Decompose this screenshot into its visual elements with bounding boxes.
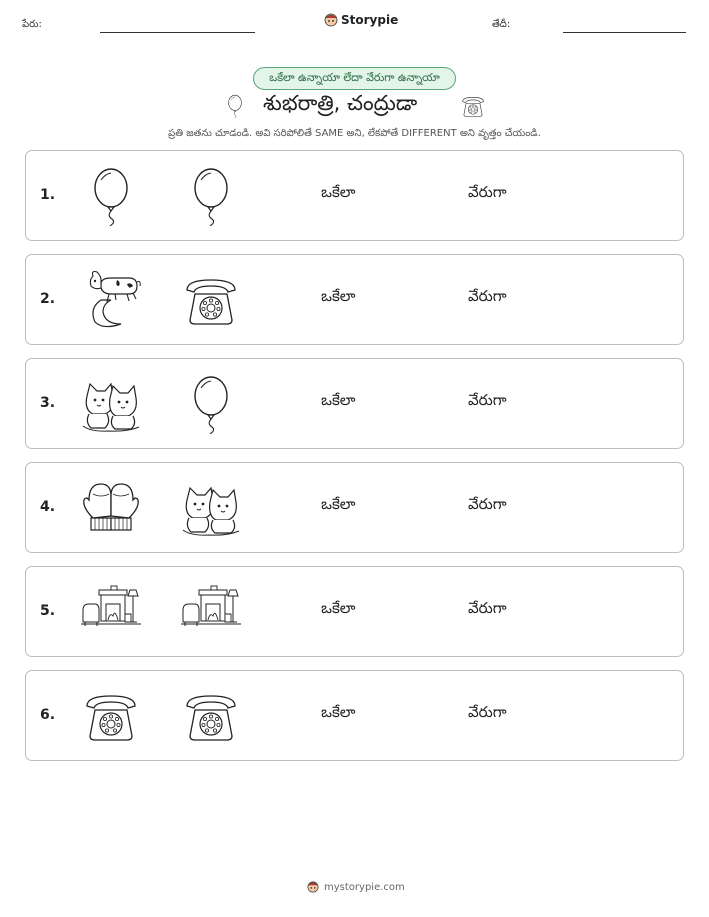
same-option[interactable]: ఒకేలా [321, 703, 356, 721]
same-option[interactable]: ఒకేలా [321, 495, 356, 513]
brand-name: Storypie [341, 13, 399, 27]
question-number: 2. [40, 291, 56, 307]
different-option[interactable]: వేరుగా [468, 183, 507, 201]
same-option[interactable]: ఒకేలా [321, 287, 356, 305]
question-row-3 [25, 358, 684, 449]
brand-logo [324, 13, 398, 27]
storypie-mascot-icon [324, 13, 338, 27]
kittens-icon [181, 478, 241, 538]
question-row-5 [25, 566, 684, 657]
telephone-icon [81, 686, 141, 746]
question-row-1 [25, 150, 684, 241]
date-field[interactable] [563, 32, 686, 33]
same-option[interactable]: ఒకేలా [321, 183, 356, 201]
title-row [0, 91, 709, 123]
question-number: 6. [40, 707, 56, 723]
footer [307, 881, 405, 893]
question-row-6 [25, 670, 684, 761]
question-number: 3. [40, 395, 56, 411]
different-option[interactable]: వేరుగా [468, 391, 507, 409]
name-field[interactable] [100, 32, 255, 33]
name-label: పేరు: [22, 19, 42, 30]
different-option[interactable]: వేరుగా [468, 287, 507, 305]
balloon-icon [181, 166, 241, 226]
question-row-2 [25, 254, 684, 345]
fireplace-room-icon [81, 582, 141, 642]
balloon-icon [181, 374, 241, 434]
question-number: 5. [40, 603, 56, 619]
balloon-icon [223, 91, 247, 121]
footer-site[interactable]: mystorypie.com [324, 881, 405, 893]
kittens-icon [81, 374, 141, 434]
page-title: శుభరాత్రి, చంద్రుడా [263, 91, 418, 115]
telephone-icon [181, 270, 241, 330]
worksheet-tag: ఒకేలా ఉన్నాయా లేదా వేరుగా ఉన్నాయా [253, 67, 456, 90]
balloon-icon [81, 166, 141, 226]
cow-over-moon-icon [81, 270, 141, 330]
different-option[interactable]: వేరుగా [468, 495, 507, 513]
different-option[interactable]: వేరుగా [468, 703, 507, 721]
instructions: ప్రతి జతను చూడండి. అవి సరిపోలితే SAME అని, లేకపోతే DIFFERENT అని వృత్తం చేయండి. [168, 128, 541, 139]
same-option[interactable]: ఒకేలా [321, 391, 356, 409]
date-label: తేదీ: [492, 19, 511, 30]
same-option[interactable]: ఒకేలా [321, 599, 356, 617]
question-number: 4. [40, 499, 56, 515]
telephone-icon [459, 93, 487, 119]
mittens-icon [81, 478, 141, 538]
question-number: 1. [40, 187, 56, 203]
question-row-4 [25, 462, 684, 553]
fireplace-room-icon [181, 582, 241, 642]
telephone-icon [181, 686, 241, 746]
storypie-mascot-icon [307, 881, 319, 893]
different-option[interactable]: వేరుగా [468, 599, 507, 617]
